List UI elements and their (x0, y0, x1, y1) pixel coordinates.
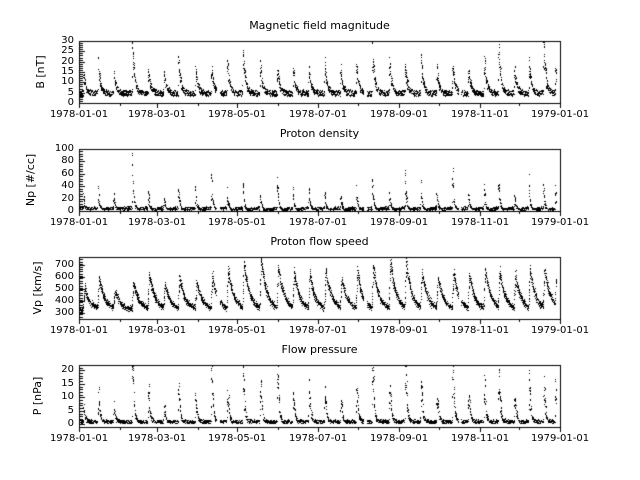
x-tick-label: 1979-01-01 (530, 109, 590, 120)
x-tick-label: 1978-01-01 (49, 109, 109, 120)
y-tick-label: 80 (61, 155, 74, 166)
x-tick-label: 1978-05-01 (207, 217, 267, 228)
panel-title-proton-density: Proton density (279, 127, 360, 140)
x-tick-label: 1978-03-01 (127, 325, 187, 336)
y-tick-label: 20 (61, 56, 74, 67)
x-tick-label: 1978-11-01 (450, 109, 510, 120)
y-tick-label: 0 (67, 205, 74, 216)
x-tick-label: 1979-01-01 (530, 325, 590, 336)
y-tick-label: 60 (61, 168, 74, 179)
x-tick-label: 1978-07-01 (288, 217, 348, 228)
y-axis-label-b: B [nT] (34, 55, 47, 89)
x-tick-label: 1978-05-01 (207, 433, 267, 444)
x-tick-label: 1978-11-01 (450, 217, 510, 228)
x-tick-label: 1979-01-01 (530, 217, 590, 228)
x-tick-label: 1978-07-01 (288, 325, 348, 336)
x-tick-label: 1978-09-01 (369, 217, 429, 228)
y-tick-label: 300 (54, 307, 74, 318)
x-tick-label: 1978-09-01 (369, 325, 429, 336)
panel-title-flow-pressure: Flow pressure (281, 343, 358, 356)
x-tick-label: 1978-03-01 (127, 109, 187, 120)
y-tick-label: 600 (54, 271, 74, 282)
x-tick-label: 1978-01-01 (49, 217, 109, 228)
y-axis-label-p: P [nPa] (31, 376, 44, 416)
y-tick-label: 10 (61, 76, 74, 87)
y-tick-label: 500 (54, 283, 74, 294)
y-tick-label: 20 (61, 364, 74, 375)
y-tick-label: 700 (54, 259, 74, 270)
x-tick-label: 1978-07-01 (288, 433, 348, 444)
y-tick-label: 15 (61, 378, 74, 389)
x-tick-label: 1978-01-01 (49, 433, 109, 444)
y-tick-label: 30 (61, 35, 74, 46)
x-tick-label: 1978-03-01 (127, 217, 187, 228)
y-tick-label: 25 (61, 45, 74, 56)
panel-title-proton-flow-speed: Proton flow speed (270, 235, 369, 248)
x-tick-label: 1978-01-01 (49, 325, 109, 336)
x-tick-label: 1978-09-01 (369, 109, 429, 120)
x-tick-label: 1979-01-01 (530, 433, 590, 444)
y-tick-label: 100 (54, 143, 74, 154)
x-tick-label: 1978-07-01 (288, 109, 348, 120)
y-tick-label: 20 (61, 193, 74, 204)
y-tick-label: 10 (61, 391, 74, 402)
y-tick-label: 15 (61, 66, 74, 77)
y-axis-label-np: Np [#/cc] (24, 153, 37, 207)
y-tick-label: 400 (54, 295, 74, 306)
x-tick-label: 1978-11-01 (450, 325, 510, 336)
y-axis-label-vp: Vp [km/s] (31, 261, 44, 315)
y-tick-label: 5 (67, 87, 74, 98)
y-tick-label: 0 (67, 418, 74, 429)
x-tick-label: 1978-03-01 (127, 433, 187, 444)
x-tick-label: 1978-11-01 (450, 433, 510, 444)
y-tick-label: 40 (61, 180, 74, 191)
x-tick-label: 1978-05-01 (207, 109, 267, 120)
panel-title-magnetic-field: Magnetic field magnitude (249, 19, 390, 32)
y-tick-label: 5 (67, 405, 74, 416)
x-tick-label: 1978-05-01 (207, 325, 267, 336)
y-tick-label: 0 (67, 97, 74, 108)
x-tick-label: 1978-09-01 (369, 433, 429, 444)
